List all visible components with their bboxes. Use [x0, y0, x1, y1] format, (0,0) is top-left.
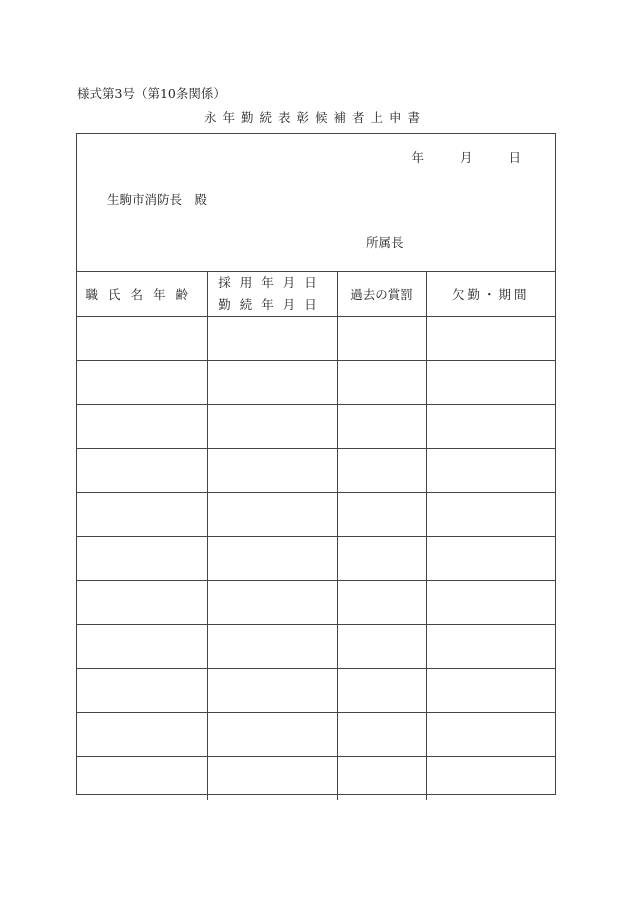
- table-cell[interactable]: [426, 361, 555, 405]
- table-cell[interactable]: [77, 449, 207, 493]
- table-cell[interactable]: [77, 317, 207, 361]
- table-cell[interactable]: [337, 361, 426, 405]
- document-title: 永年勤続表彰候補者上申書: [203, 110, 426, 125]
- table-cell[interactable]: [207, 669, 337, 713]
- table-cell[interactable]: [337, 713, 426, 757]
- form-frame: [76, 133, 556, 795]
- table-cell[interactable]: [426, 581, 555, 625]
- col-header-service-date: 勤続年月日: [218, 297, 326, 312]
- candidate-table: [77, 271, 555, 800]
- table-cell[interactable]: [207, 449, 337, 493]
- date-month: 月: [460, 150, 473, 165]
- table-body: [77, 317, 555, 801]
- table-cell[interactable]: [426, 493, 555, 537]
- table-cell[interactable]: [337, 493, 426, 537]
- table-row: [77, 449, 555, 493]
- date-year: 年: [411, 150, 425, 165]
- table-cell[interactable]: [207, 317, 337, 361]
- addressee: 生駒市消防長 殿: [107, 192, 208, 207]
- table-row: [77, 361, 555, 405]
- table-cell[interactable]: [337, 669, 426, 713]
- table-cell[interactable]: [207, 361, 337, 405]
- table-cell[interactable]: [337, 405, 426, 449]
- table-cell[interactable]: [426, 449, 555, 493]
- table-cell[interactable]: [337, 581, 426, 625]
- col-header-awards: 過去の賞罰: [337, 272, 426, 317]
- col-header-name-age: 職氏名年齢: [77, 272, 207, 317]
- table-cell[interactable]: [77, 361, 207, 405]
- table-cell[interactable]: [77, 625, 207, 669]
- table-cell[interactable]: [337, 317, 426, 361]
- table-row: [77, 581, 555, 625]
- table-cell[interactable]: [426, 713, 555, 757]
- table-cell[interactable]: [77, 669, 207, 713]
- table-cell[interactable]: [426, 405, 555, 449]
- table-cell[interactable]: [207, 405, 337, 449]
- table-cell[interactable]: [207, 493, 337, 537]
- date-day: 日: [508, 150, 521, 165]
- table-row: [77, 537, 555, 581]
- table-cell[interactable]: [207, 625, 337, 669]
- table-row: [77, 625, 555, 669]
- table-cell[interactable]: [77, 537, 207, 581]
- form-number: 様式第3号（第10条関係）: [77, 86, 226, 101]
- table-row: [77, 669, 555, 713]
- table-cell[interactable]: [77, 493, 207, 537]
- table-cell[interactable]: [426, 317, 555, 361]
- table-cell[interactable]: [426, 537, 555, 581]
- table-cell[interactable]: [77, 581, 207, 625]
- table-cell[interactable]: [426, 669, 555, 713]
- table-cell[interactable]: [337, 537, 426, 581]
- table-cell[interactable]: [77, 713, 207, 757]
- table-row: [77, 493, 555, 537]
- table-cell[interactable]: [77, 757, 207, 801]
- table-cell[interactable]: [426, 625, 555, 669]
- table-cell[interactable]: [207, 537, 337, 581]
- table-cell[interactable]: [77, 405, 207, 449]
- table-cell[interactable]: [337, 625, 426, 669]
- table-cell[interactable]: [207, 581, 337, 625]
- col-header-absence: 欠勤・期間: [426, 272, 555, 317]
- table-row: [77, 405, 555, 449]
- table-cell[interactable]: [337, 757, 426, 801]
- table-cell[interactable]: [426, 757, 555, 801]
- date-line: [412, 148, 521, 166]
- table-header-row: [77, 272, 555, 317]
- table-cell[interactable]: [207, 713, 337, 757]
- col-header-dates: [207, 272, 337, 317]
- table-cell[interactable]: [337, 449, 426, 493]
- affiliation-label: 所属長: [366, 235, 404, 250]
- table-row: [77, 317, 555, 361]
- col-header-hire-date: 採用年月日: [218, 275, 326, 290]
- table-cell[interactable]: [207, 757, 337, 801]
- table-row: [77, 713, 555, 757]
- table-row: [77, 757, 555, 801]
